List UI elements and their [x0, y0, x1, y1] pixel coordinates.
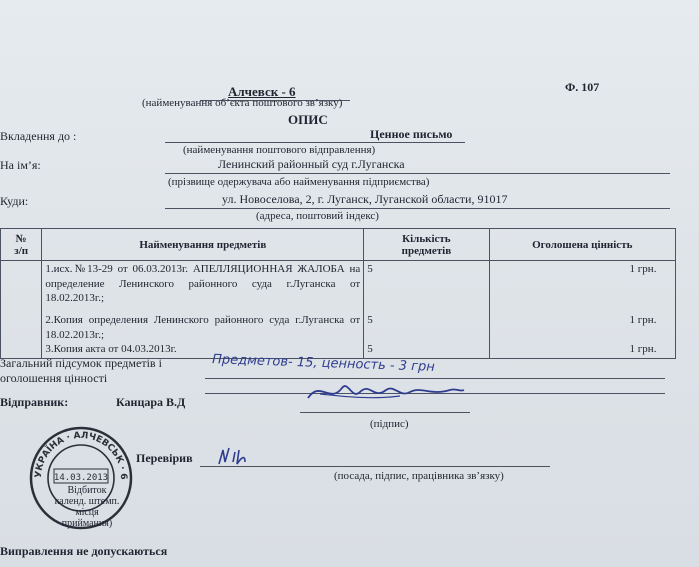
stamp-date: 14.03.2013 — [53, 473, 109, 483]
attachment-value: Ценное письмо — [370, 127, 453, 141]
signature-underline — [300, 412, 470, 413]
stamp-caption: Відбиток календ. штемп. місця приймання) — [54, 485, 120, 529]
address-underline — [165, 208, 670, 209]
attachment-label: Вкладення до : — [0, 129, 77, 143]
form-code: Ф. 107 — [565, 80, 600, 94]
summary-handwritten: Предметов- 15, ценность - 3 грн — [211, 352, 435, 375]
quantity-value: 5 — [367, 263, 373, 275]
col-header-declared-value: Оголошена цінність — [489, 229, 675, 261]
checker-initials-icon — [215, 444, 249, 468]
recipient-label: На ім’я: — [0, 158, 41, 172]
declared-value: 1 грн. — [629, 263, 657, 275]
office-caption: (найменування об’єкта поштового зв’язку) — [142, 97, 343, 109]
address-label: Куди: — [0, 194, 29, 208]
col-header-quantity: Кількість предметів — [364, 229, 489, 261]
postal-office-name: Алчевск - 6 — [228, 84, 296, 99]
number-cell — [1, 261, 42, 359]
col-header-number: № з/п — [1, 229, 42, 261]
declared-value: 1 грн. — [629, 314, 657, 326]
summary-label-line2: оголошення цінності — [0, 371, 108, 385]
stamp-ring-text: УКРАЇНА · АЛЧЕВСЬК · 6 — [33, 430, 129, 480]
signature-scribble-icon — [300, 370, 470, 410]
declared-value: 1 грн. — [629, 343, 657, 355]
recipient-value: Ленинский районный суд г.Луганска — [218, 157, 405, 171]
quantity-value: 5 — [367, 343, 373, 355]
declared-value-cell — [489, 261, 675, 359]
col-header-item-name: Найменування предметів — [42, 229, 364, 261]
items-table — [0, 228, 676, 359]
items-cell — [42, 261, 364, 359]
quantity-cell — [364, 261, 489, 359]
checked-underline — [200, 466, 550, 467]
sender-label: Відправник: — [0, 395, 69, 409]
corrections-note: Виправлення не допускаються — [0, 544, 168, 558]
signature-caption: (підпис) — [370, 418, 409, 430]
table-row — [1, 261, 676, 359]
list-item: 1.исх.№13-29 от 06.03.2013г. АПЕЛЛЯЦИОННАЯ ЖАЛОБА на определение Ленинского районного суда г.Луганска от 18.02.2013г.; — [45, 263, 361, 304]
sender-name: Канцара В.Д — [116, 395, 186, 409]
checked-label: Перевірив — [136, 451, 193, 465]
summary-label-line1: Загальний підсумок предметів і — [0, 356, 162, 370]
list-item: 3.Копия акта от 04.03.2013г. — [45, 343, 177, 355]
address-value: ул. Новоселова, 2, г. Луганск, Луганской области, 91017 — [222, 192, 508, 206]
address-caption: (адреса, поштовий індекс) — [256, 210, 379, 222]
list-item: 2.Копия определения Ленинского районного суда г.Луганска от 18.02.2013г.; — [45, 314, 361, 341]
checked-caption: (посада, підпис, працівника зв’язку) — [334, 470, 504, 482]
attachment-underline — [165, 142, 465, 143]
table-header-row — [1, 229, 676, 261]
attachment-caption: (найменування поштового відправлення) — [183, 144, 376, 156]
recipient-caption: (прізвище одержувача або найменування підприємства) — [168, 176, 430, 188]
document-title: ОПИС — [288, 112, 328, 127]
recipient-underline — [165, 173, 670, 174]
quantity-value: 5 — [367, 314, 373, 326]
